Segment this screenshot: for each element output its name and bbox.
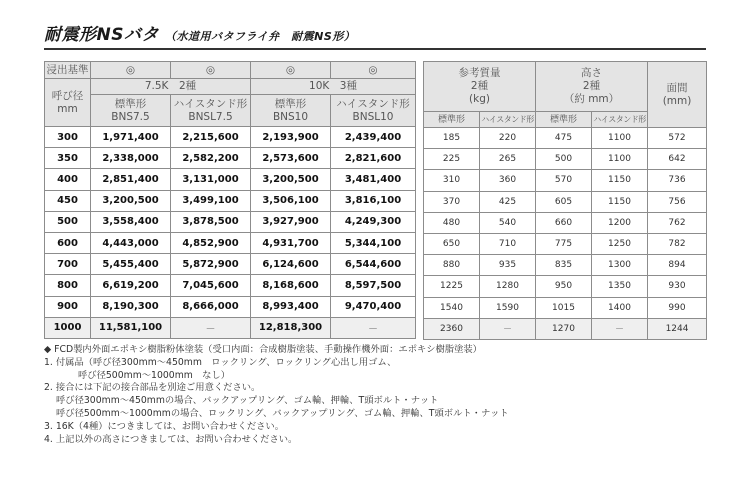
note-16k: 3. 16K（4種）につきましては、お問い合わせください。 — [44, 420, 285, 432]
mass-std-cell: 2360 — [424, 318, 480, 339]
size-cell: 400 — [45, 169, 91, 190]
price-cell: 3,200,500 — [251, 169, 331, 190]
price-cell: 4,931,700 — [251, 232, 331, 253]
mass-std-cell: 650 — [424, 233, 480, 254]
mass-std-cell: 880 — [424, 255, 480, 276]
model-line2: BNS7.5 — [111, 110, 150, 123]
price-cell: 2,582,200 — [171, 148, 251, 169]
size-cell: 900 — [45, 296, 91, 317]
price-cell: 2,573,600 — [251, 148, 331, 169]
price-cell: 8,597,500 — [331, 275, 416, 296]
price-cell: 8,190,300 — [91, 296, 171, 317]
face-cell: 762 — [648, 212, 707, 233]
mass-std-cell: 225 — [424, 149, 480, 170]
price-cell: 2,215,600 — [171, 127, 251, 148]
size-cell: 450 — [45, 190, 91, 211]
face-cell: 756 — [648, 191, 707, 212]
mass-std-cell: 310 — [424, 170, 480, 191]
price-cell: 3,878,500 — [171, 211, 251, 232]
price-cell: 2,821,600 — [331, 148, 416, 169]
price-cell: 3,131,000 — [171, 169, 251, 190]
title-main: 耐震形NSバタ — [44, 25, 159, 45]
height-std-cell: 950 — [536, 276, 592, 297]
height-std-cell: 660 — [536, 212, 592, 233]
price-cell: 3,200,500 — [91, 190, 171, 211]
height-hs-cell: － — [592, 318, 648, 339]
model-line2: BNSL7.5 — [188, 110, 233, 123]
size-cell: 300 — [45, 127, 91, 148]
size-cell: 500 — [45, 211, 91, 232]
price-cell: 3,499,100 — [171, 190, 251, 211]
height-hs-cell: 1100 — [592, 128, 648, 149]
size-header: 呼び径 mm — [45, 79, 91, 127]
page-title — [44, 20, 706, 45]
face-cell: 736 — [648, 170, 707, 191]
mass-hs-cell: － — [480, 318, 536, 339]
price-cell: 3,927,900 — [251, 211, 331, 232]
mass-std-cell: 480 — [424, 212, 480, 233]
mass-header: 参考質量 2種 (kg) — [424, 62, 536, 112]
model-header-bns10 — [251, 95, 331, 127]
face-cell: 930 — [648, 276, 707, 297]
price-cell: 7,045,600 — [171, 275, 251, 296]
note-joint-parts-large: 呼び径500mm～1000mmの場合、ロックリング、バックアップリング、ゴム輪、押輪、T頭ボルト・ナット — [56, 407, 509, 419]
note-coating: ◆ FCD製内外面エポキシ樹脂粉体塗装（受口内面：合成樹脂塗装、手動操作機外面：エポキシ樹脂塗装） — [44, 344, 482, 355]
height-hs-cell: 1250 — [592, 233, 648, 254]
height-hs-cell: 1200 — [592, 212, 648, 233]
mass-std-cell: 1225 — [424, 276, 480, 297]
price-cell: 4,443,000 — [91, 232, 171, 253]
mass-highstand-header: ハイスタンド形 — [480, 112, 536, 128]
model-header-bnsl10 — [331, 95, 416, 127]
model-header-bns7-5 — [91, 95, 171, 127]
mass-std-cell: 370 — [424, 191, 480, 212]
face-cell: 642 — [648, 149, 707, 170]
size-cell: 350 — [45, 148, 91, 169]
face-cell: 1244 — [648, 318, 707, 339]
height-hs-cell: 1300 — [592, 255, 648, 276]
mass-hs-cell: 265 — [480, 149, 536, 170]
price-cell: 11,581,100 — [91, 317, 171, 338]
model-line1: 標準形 — [114, 97, 147, 110]
price-cell: 3,816,100 — [331, 190, 416, 211]
height-std-cell: 1270 — [536, 318, 592, 339]
price-cell: 6,619,200 — [91, 275, 171, 296]
height-header: 高さ 2種 （約 mm） — [536, 62, 648, 112]
height-highstand-header: ハイスタンド形 — [592, 112, 648, 128]
height-std-cell: 835 — [536, 255, 592, 276]
face-cell: 990 — [648, 297, 707, 318]
price-cell: － — [171, 317, 251, 338]
face-cell: 782 — [648, 233, 707, 254]
pressure-group-10k: 10K 3種 — [251, 79, 416, 95]
model-line2: BNS10 — [272, 110, 309, 123]
face-cell: 894 — [648, 255, 707, 276]
mass-hs-cell: 220 — [480, 128, 536, 149]
height-std-cell: 475 — [536, 128, 592, 149]
mass-hs-cell: 935 — [480, 255, 536, 276]
spec-table — [423, 61, 707, 340]
height-hs-cell: 1150 — [592, 191, 648, 212]
mass-hs-cell: 710 — [480, 233, 536, 254]
immersion-mark: ◎ — [251, 62, 331, 79]
model-line2: BNSL10 — [352, 110, 394, 123]
mass-hs-cell: 540 — [480, 212, 536, 233]
height-hs-cell: 1350 — [592, 276, 648, 297]
height-std-cell: 570 — [536, 170, 592, 191]
height-hs-cell: 1400 — [592, 297, 648, 318]
price-cell: 3,558,400 — [91, 211, 171, 232]
model-line1: ハイスタンド形 — [173, 97, 248, 110]
price-cell: 2,338,000 — [91, 148, 171, 169]
immersion-mark: ◎ — [331, 62, 416, 79]
note-accessories: 1. 付属品（呼び径300mm～450mm ロックリング、ロックリング心出し用ゴム、 — [44, 356, 397, 368]
price-cell: 8,168,600 — [251, 275, 331, 296]
model-line1: ハイスタンド形 — [336, 97, 410, 110]
mass-hs-cell: 360 — [480, 170, 536, 191]
height-std-cell: 775 — [536, 233, 592, 254]
mass-std-cell: 1540 — [424, 297, 480, 318]
price-cell: 2,193,900 — [251, 127, 331, 148]
model-header-bnsl7-5 — [171, 95, 251, 127]
notes-block — [44, 344, 724, 446]
pressure-group-7-5k: 7.5K 2種 — [91, 79, 251, 95]
size-cell: 1000 — [45, 317, 91, 338]
title-sub: （水道用バタフライ弁 耐震NS形） — [164, 30, 356, 43]
price-cell: 2,439,400 — [331, 127, 416, 148]
title-block — [44, 20, 706, 50]
height-hs-cell: 1100 — [592, 149, 648, 170]
note-joint-parts-small: 呼び径300mm～450mmの場合、バックアップリング、ゴム輪、押輪、T頭ボルト・ナット — [56, 395, 439, 407]
price-cell: 4,249,300 — [331, 211, 416, 232]
price-cell: 5,872,900 — [171, 254, 251, 275]
mass-hs-cell: 1280 — [480, 276, 536, 297]
price-cell: 12,818,300 — [251, 317, 331, 338]
height-std-cell: 1015 — [536, 297, 592, 318]
price-cell: 3,506,100 — [251, 190, 331, 211]
title-underline — [44, 48, 706, 50]
mass-standard-header: 標準形 — [424, 112, 480, 128]
model-line1: 標準形 — [274, 97, 307, 110]
price-cell: 2,851,400 — [91, 169, 171, 190]
mass-hs-cell: 1590 — [480, 297, 536, 318]
face-cell: 572 — [648, 128, 707, 149]
price-cell: 9,470,400 — [331, 296, 416, 317]
size-cell: 800 — [45, 275, 91, 296]
immersion-header: 浸出基準 — [45, 62, 91, 79]
price-cell: 3,481,400 — [331, 169, 416, 190]
immersion-mark: ◎ — [91, 62, 171, 79]
price-cell: － — [331, 317, 416, 338]
price-cell: 6,544,600 — [331, 254, 416, 275]
note-other-heights: 4. 上記以外の高さにつきましては、お問い合わせください。 — [44, 433, 298, 445]
size-cell: 700 — [45, 254, 91, 275]
price-cell: 8,666,000 — [171, 296, 251, 317]
height-hs-cell: 1150 — [592, 170, 648, 191]
price-cell: 4,852,900 — [171, 232, 251, 253]
note-joint-parts: 2. 接合には下記の接合部品を別途ご用意ください。 — [44, 382, 261, 394]
height-standard-header: 標準形 — [536, 112, 592, 128]
size-cell: 600 — [45, 232, 91, 253]
note-accessories-cont: 呼び径500mm～1000mm なし） — [78, 369, 231, 381]
mass-std-cell: 185 — [424, 128, 480, 149]
price-table — [44, 61, 416, 339]
height-std-cell: 605 — [536, 191, 592, 212]
price-cell: 5,344,100 — [331, 232, 416, 253]
price-cell: 8,993,400 — [251, 296, 331, 317]
immersion-mark: ◎ — [171, 62, 251, 79]
price-cell: 6,124,600 — [251, 254, 331, 275]
price-cell: 1,971,400 — [91, 127, 171, 148]
face-to-face-header: 面間 (mm) — [648, 62, 707, 128]
price-cell: 5,455,400 — [91, 254, 171, 275]
height-std-cell: 500 — [536, 149, 592, 170]
mass-hs-cell: 425 — [480, 191, 536, 212]
